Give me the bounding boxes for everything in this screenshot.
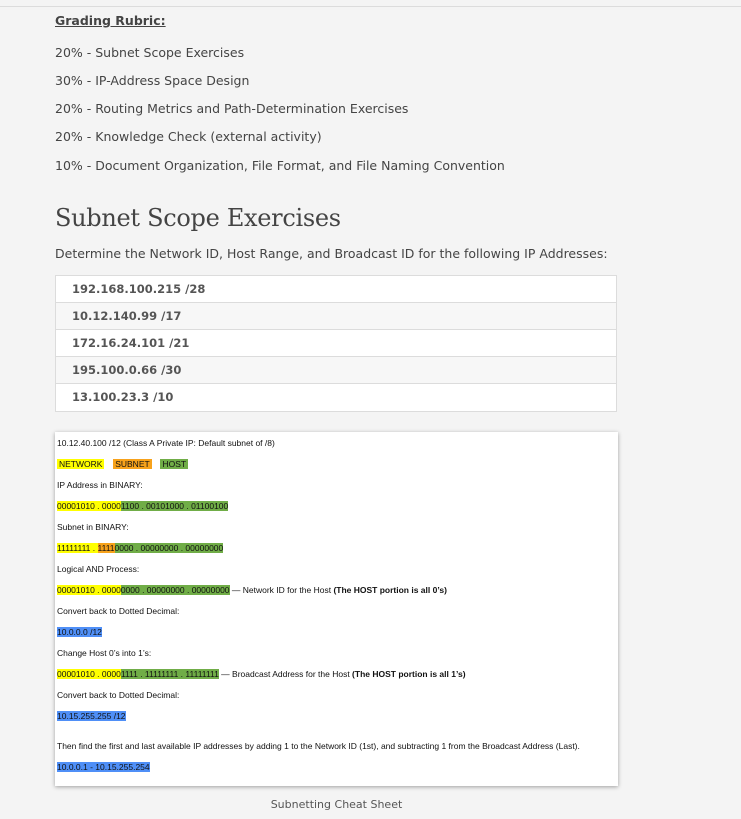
broadcast-id [57, 711, 126, 722]
rubric-item: 30% - IP-Address Space Design [55, 73, 250, 88]
subnet-binary-label: Subnet in BINARY: [57, 522, 129, 532]
network-bits: 00001010 . 0000 [57, 585, 121, 595]
host-range-value: 10.0.0.1 - 10.15.255.254 [57, 762, 150, 772]
ip-binary [57, 501, 228, 512]
convert-label: Convert back to Dotted Decimal: [57, 606, 180, 616]
rubric-item: 20% - Routing Metrics and Path-Determination Exercises [55, 101, 409, 116]
instructions: Determine the Network ID, Host Range, and Broadcast ID for the following IP Addresses: [55, 246, 608, 261]
subnet-bits: 1111 [97, 543, 115, 553]
and-label: Logical AND Process: [57, 564, 140, 574]
ip-row: 172.16.24.101 /21 [56, 330, 616, 357]
example-ip: 10.12.40.100 /12 (Class A Private IP: Default subnet of /8) [57, 438, 275, 448]
legend-host: HOST [162, 459, 187, 469]
section-title: Subnet Scope Exercises [55, 204, 341, 232]
host-bits: 0000 . 00000000 . 00000000 [120, 585, 230, 595]
host-bits: 1111 . 11111111 . 11111111 [120, 669, 219, 679]
legend-subnet: SUBNET [115, 459, 150, 469]
legend-network: NETWORK [59, 459, 103, 469]
ip-row: 195.100.0.66 /30 [56, 357, 616, 384]
network-bits: 11111111 . [57, 543, 98, 553]
and-note-bold: (The HOST portion is all 0’s) [333, 585, 447, 595]
convert-label-2: Convert back to Dotted Decimal: [57, 690, 180, 700]
change-label: Change Host 0’s into 1’s: [57, 648, 152, 658]
and-note: — Network ID for the Host [229, 585, 334, 595]
network-bits: 00001010 . 0000 [57, 501, 121, 511]
rubric-title: Grading Rubric: [55, 13, 166, 28]
ip-row: 10.12.140.99 /17 [56, 303, 616, 330]
host-bits: 1100 . 00101000 . 01100100 [120, 501, 229, 511]
legend [57, 459, 188, 470]
range-instructions: Then find the first and last available IP addresses by adding 1 to the Network ID (1st), and subtracting 1 from the Broadcast Address (Last). [57, 741, 580, 751]
network-id [57, 627, 102, 638]
rubric-item: 20% - Knowledge Check (external activity) [55, 129, 322, 144]
rubric-item: 20% - Subnet Scope Exercises [55, 45, 245, 60]
ip-row: 192.168.100.215 /28 [56, 276, 616, 303]
ip-address-table [55, 275, 617, 412]
rubric-item: 10% - Document Organization, File Format, and File Naming Convention [55, 158, 505, 173]
subnetting-cheat-sheet-image [55, 432, 618, 786]
broadcast-note: — Broadcast Address for the Host [218, 669, 353, 679]
image-caption: Subnetting Cheat Sheet [270, 798, 403, 811]
subnet-binary [57, 543, 223, 554]
network-id-value: 10.0.0.0 /12 [57, 627, 102, 637]
broadcast-note-bold: (The HOST portion is all 1’s) [352, 669, 466, 679]
and-binary [57, 585, 447, 596]
top-divider [0, 6, 741, 7]
broadcast-id-value: 10.15.255.255 /12 [57, 711, 126, 721]
network-bits: 00001010 . 0000 [57, 669, 121, 679]
broadcast-binary [57, 669, 466, 680]
ip-row: 13.100.23.3 /10 [72, 390, 174, 404]
ip-binary-label: IP Address in BINARY: [57, 480, 143, 490]
host-bits: 0000 . 00000000 . 00000000 [114, 543, 224, 553]
host-range [57, 762, 150, 773]
